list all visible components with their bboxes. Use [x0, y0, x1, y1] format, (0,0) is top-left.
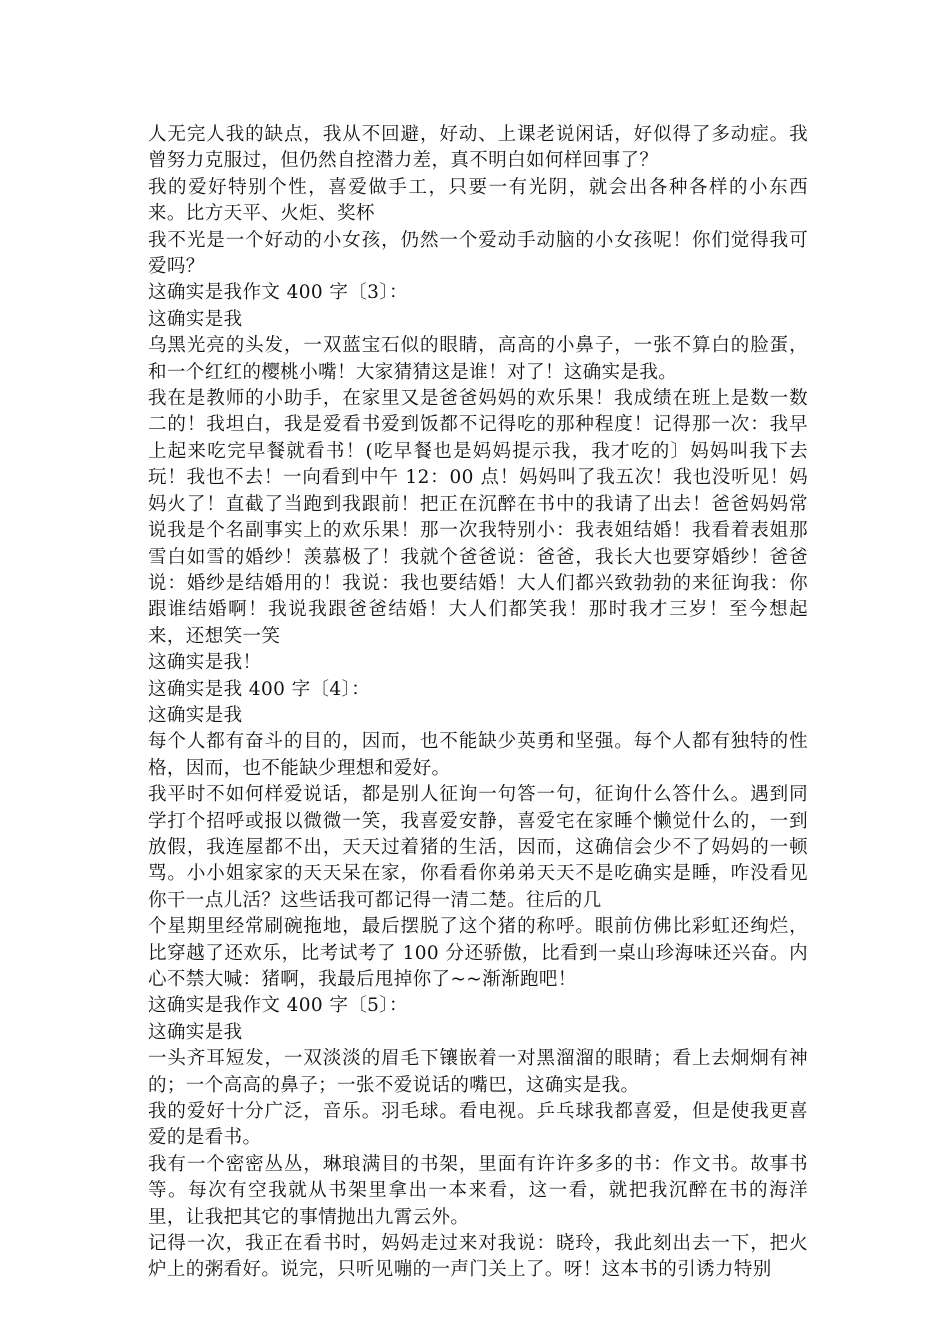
paragraph: 我在是教师的小助手，在家里又是爸爸妈妈的欢乐果！我成绩在班上是数一数二的！我坦白，我是爱看书爱到饭都不记得吃的那种程度！记得那一次：我早上起来吃完早餐就看书！(吃早餐也是妈妈提示我，我才吃的〕妈妈叫我下去玩！我也不去！一向看到中午 12：00 点！妈妈叫了我五次！我也没听见！妈妈火了！直截了当跑到我跟前！把正在沉醉在书中的我请了出去！爸爸妈妈常说我是个名副事实上的欢乐果！那一次我特别小：我表姐结婚！我看着表姐那雪白如雪的婚纱！羡慕极了！我就个爸爸说：爸爸，我长大也要穿婚纱！爸爸说：婚纱是结婚用的！我说：我也要结婚！大人们都兴致勃勃的来征询我：你跟谁结婚啊！我说我跟爸爸结婚！大人们都笑我！那时我才三岁！至今想起来，还想笑一笑 — [148, 388, 808, 647]
section-heading: 这确实是我作文 400 字〔5〕： — [148, 995, 408, 1017]
paragraph: 每个人都有奋斗的目的，因而，也不能缺少英勇和坚强。每个人都有独特的性格，因而，也不能缺少理想和爱好。 — [148, 731, 808, 779]
paragraph: 人无完人我的缺点，我从不回避，好动、上课老说闲话，好似得了多动症。我曾努力克服过，但仍然自控潜力差，真不明白如何样回事了？ — [148, 124, 808, 172]
paragraph: 一头齐耳短发，一双淡淡的眉毛下镶嵌着一对黑溜溜的眼睛；看上去炯炯有神的；一个高高的鼻子；一张不爱说话的嘴巴，这确实是我。 — [148, 1048, 808, 1096]
paragraph: 个星期里经常刷碗拖地，最后摆脱了这个猪的称呼。眼前仿佛比彩虹还绚烂，比穿越了还欢乐，比考试考了 100 分还骄傲，比看到一桌山珍海味还兴奋。内心不禁大喊：猪啊，我最后甩掉你了~~渐渐跑吧！ — [148, 916, 808, 990]
paragraph: 我不光是一个好动的小女孩，仍然一个爱动手动脑的小女孩呢！你们觉得我可爱吗？ — [148, 229, 808, 278]
paragraph: 乌黑光亮的头发，一双蓝宝石似的眼睛，高高的小鼻子，一张不算白的脸蛋，和一个红红的樱桃小嘴！大家猜猜这是谁！对了！这确实是我。 — [148, 335, 808, 383]
section-heading: 这确实是我 400 字〔4〕： — [148, 678, 371, 700]
paragraph: 这确实是我！ — [148, 652, 262, 674]
section-title: 这确实是我 — [148, 704, 243, 726]
section-title: 这确实是我 — [148, 1021, 243, 1043]
paragraph: 我的爱好十分广泛，音乐。羽毛球。看电视。乒乓球我都喜爱，但是使我更喜爱的是看书。 — [148, 1101, 808, 1149]
document-body — [148, 122, 808, 1284]
paragraph: 我的爱好特别个性，喜爱做手工，只要一有光阴，就会出各种各样的小东西来。比方天平、火炬、奖杯 — [148, 176, 808, 225]
paragraph: 我有一个密密丛丛，琳琅满目的书架，里面有许许多多的书：作文书。故事书等。每次有空我就从书架里拿出一本来看，这一看，就把我沉醉在书的海洋里，让我把其它的事情抛出九霄云外。 — [148, 1153, 808, 1228]
section-title: 这确实是我 — [148, 308, 243, 330]
section-heading: 这确实是我作文 400 字〔3〕： — [148, 282, 408, 304]
paragraph: 记得一次，我正在看书时，妈妈走过来对我说：晓玲，我此刻出去一下，把火炉上的粥看好。说完，只听见嘣的一声门关上了。呀！这本书的引诱力特别 — [148, 1233, 808, 1281]
paragraph: 我平时不如何样爱说话，都是别人征询一句答一句，征询什么答什么。遇到同学打个招呼或报以微微一笑，我喜爱安静，喜爱宅在家睡个懒觉什么的，一到放假，我连屋都不出，天天过着猪的生活，因而，这确信会少不了妈妈的一顿骂。小小姐家家的天天呆在家，你看看你弟弟天天不是吃确实是睡，咋没看见你干一点儿活？这些话我可都记得一清二楚。往后的几 — [148, 784, 808, 911]
